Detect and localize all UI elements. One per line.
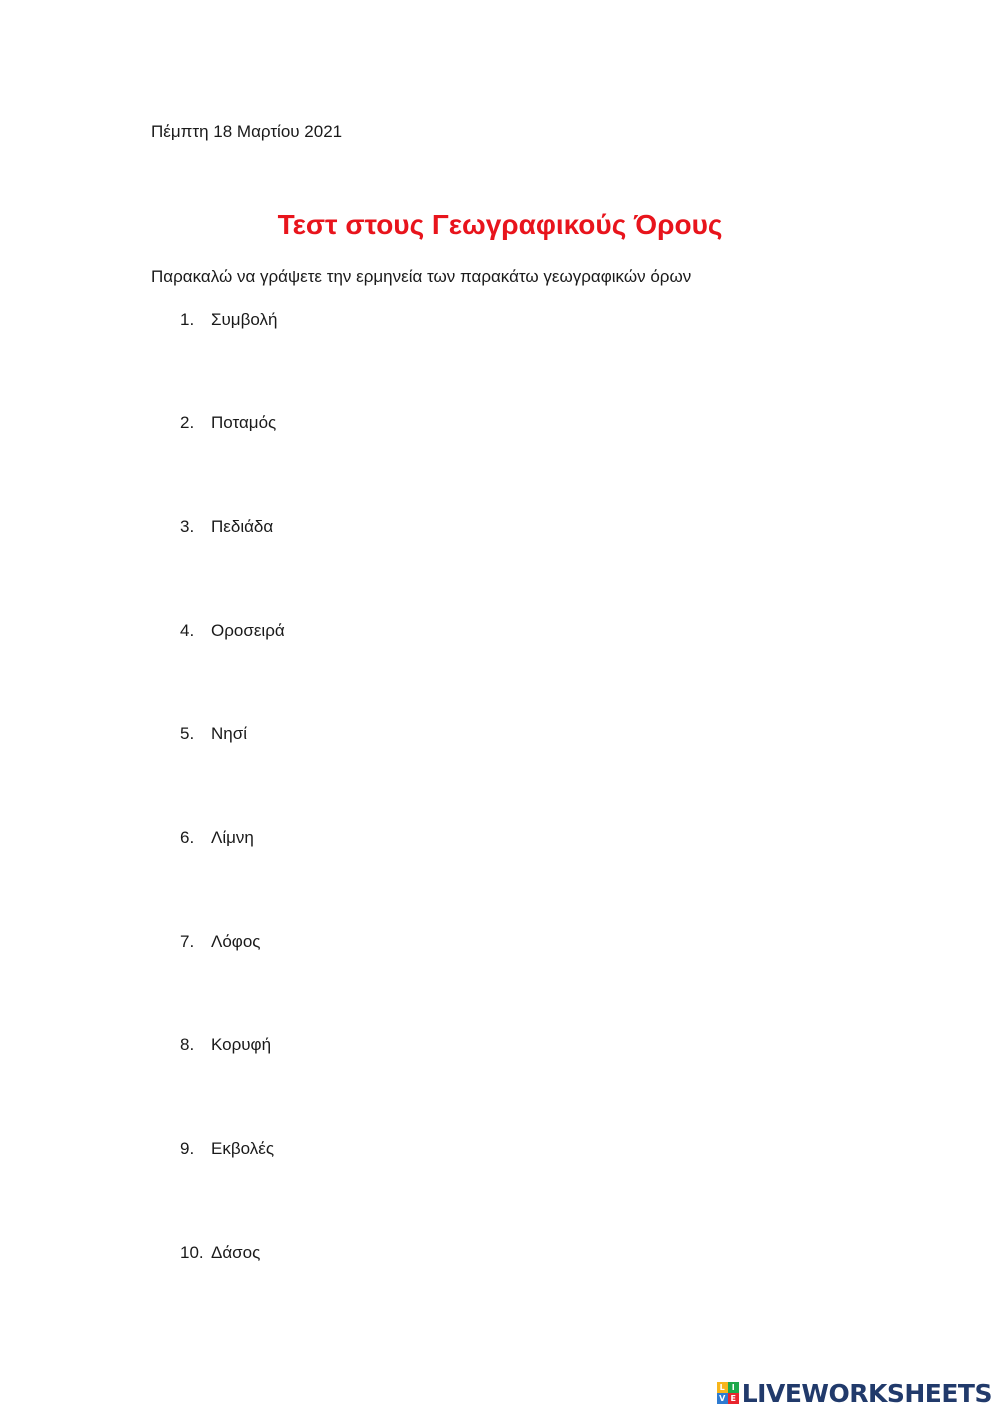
logo-mark-letter: L <box>717 1382 728 1393</box>
list-item <box>180 309 277 331</box>
list-item <box>180 931 260 953</box>
term-label: Δάσος <box>211 1243 261 1262</box>
term-label: Οροσειρά <box>211 621 285 640</box>
logo-mark-letter: E <box>728 1393 739 1404</box>
term-number: 1. <box>180 310 195 329</box>
term-number: 8. <box>180 1035 195 1054</box>
term-number: 7. <box>180 932 195 951</box>
term-number: 10. <box>180 1243 204 1262</box>
logo-mark-icon <box>717 1382 739 1404</box>
term-number: 2. <box>180 413 195 432</box>
term-number: 3. <box>180 517 195 536</box>
term-number: 6. <box>180 828 195 847</box>
term-number: 5. <box>180 724 195 743</box>
term-label: Ποταμός <box>211 413 277 432</box>
list-item <box>180 1138 274 1160</box>
term-label: Εκβολές <box>211 1139 275 1158</box>
list-item <box>180 1034 271 1056</box>
list-item <box>180 723 247 745</box>
term-label: Πεδιάδα <box>211 517 274 536</box>
term-label: Νησί <box>211 724 248 743</box>
logo-mark-letter: I <box>728 1382 739 1393</box>
liveworksheets-logo <box>717 1377 992 1409</box>
list-item <box>180 1242 260 1264</box>
list-item <box>180 827 254 849</box>
logo-text: LIVEWORKSHEETS <box>741 1378 992 1408</box>
list-item <box>180 516 273 538</box>
term-number: 4. <box>180 621 195 640</box>
instructions-text: Παρακαλώ να γράψετε την ερμηνεία των παρακάτω γεωγραφικών όρων <box>151 267 692 286</box>
list-item <box>180 620 285 642</box>
term-label: Λόφος <box>211 932 261 951</box>
page-title: Τεστ στους Γεωγραφικούς Όρους <box>277 209 723 240</box>
term-label: Λίμνη <box>211 828 254 847</box>
list-item <box>180 412 276 434</box>
term-number: 9. <box>180 1139 195 1158</box>
term-label: Συμβολή <box>211 310 278 329</box>
date-line: Πέμπτη 18 Μαρτίου 2021 <box>151 122 343 141</box>
term-label: Κορυφή <box>211 1035 272 1054</box>
logo-mark-letter: V <box>717 1393 728 1404</box>
